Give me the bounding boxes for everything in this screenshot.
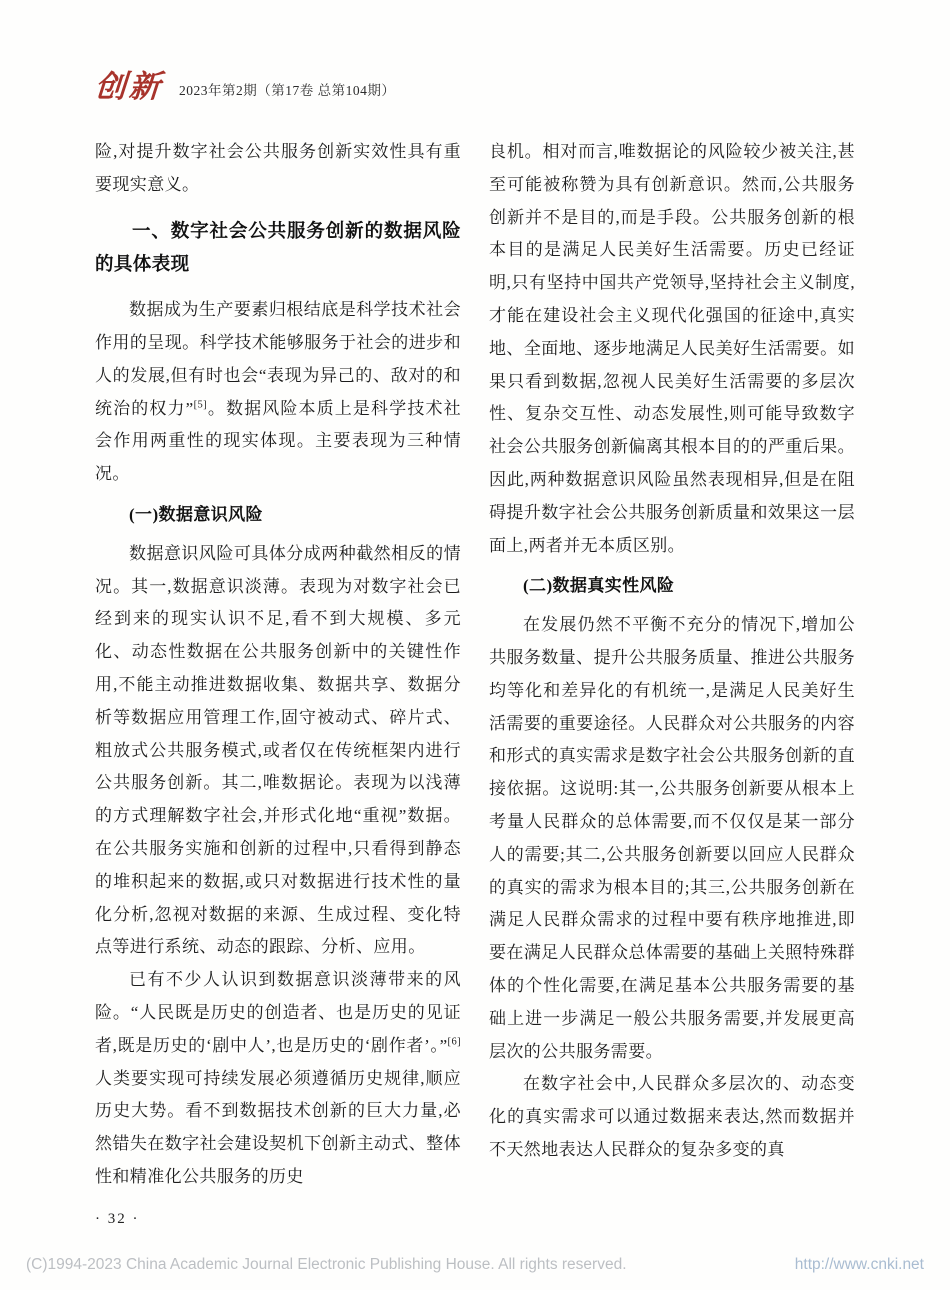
paragraph <box>95 294 461 491</box>
paragraph <box>95 964 461 1194</box>
left-column <box>95 136 461 1194</box>
paragraph-text: 。数据风险本质上是科学技术社会作用两重性的现实体现。主要表现为三种情况。 <box>95 398 461 484</box>
right-column <box>489 136 855 1194</box>
section-heading: 一、数字社会公共服务创新的数据风险的具体表现 <box>95 221 461 275</box>
cnki-link[interactable]: http://www.cnki.net <box>794 1256 924 1273</box>
paragraph-continuation: 良机。相对而言,唯数据论的风险较少被关注,甚至可能被称赞为具有创新意识。然而,公共服务创新并不是目的,而是手段。公共服务创新的根本目的是满足人民美好生活需要。历史已经证明,只有坚持中国共产党领导,坚持社会主义制度,才能在建设社会主义现代化强国的征途中,真实地、全面地、逐步地满足人民美好生活需要。如果只看到数据,忽视人民美好生活需要的多层次性、复杂交互性、动态发展性,则可能导致数字社会公共服务创新偏离其根本目的的严重后果。因此,两种数据意识风险虽然表现相异,但是在阻碍提升数字社会公共服务创新质量和效果这一层面上,两者并无本质区别。 <box>489 142 855 555</box>
paragraph: 在数字社会中,人民群众多层次的、动态变化的真实需求可以通过数据来表达,然而数据并不天然地表达人民群众的复杂多变的真 <box>489 1074 855 1159</box>
issue-info: 2023年第2期（第17卷 总第104期） <box>179 83 396 98</box>
paragraph-text: 已有不少人认识到数据意识淡薄带来的风险。“人民既是历史的创造者、也是历史的见证者,既是历史的‘剧中人’,也是历史的‘剧作者’。” <box>95 970 461 1055</box>
article-body <box>95 136 855 1194</box>
page-header <box>95 58 855 102</box>
subsection-heading-1: (一)数据意识风险 <box>129 504 263 524</box>
paragraph-text: 人类要实现可持续发展必须遵循历史规律,顺应历史大势。看不到数据技术创新的巨大力量,必然错失在数字社会建设契机下创新主动式、整体性和精准化公共服务的历史 <box>95 1068 461 1186</box>
paragraph: 数据意识风险可具体分成两种截然相反的情况。其一,数据意识淡薄。表现为对数字社会已经到来的现实认识不足,看不到大规模、多元化、动态性数据在公共服务创新中的关键性作用,不能主动推进数据收集、数据共享、数据分析等数据应用管理工作,固守被动式、碎片式、粗放式公共服务模式,或者仅在传统框架内进行公共服务创新。其二,唯数据论。表现为以浅薄的方式理解数字社会,并形式化地“重视”数据。在公共服务实施和创新的过程中,只看得到静态的堆积起来的数据,或只对数据进行技术性的量化分析,忽视对数据的来源、生成过程、变化特点等进行系统、动态的跟踪、分析、应用。 <box>95 543 461 957</box>
journal-logo: 创新 <box>93 69 165 104</box>
copyright-text: (C)1994-2023 China Academic Journal Electronic Publishing House. All rights reserved. <box>26 1256 627 1273</box>
subsection-heading-2: (二)数据真实性风险 <box>523 576 675 596</box>
paragraph: 在发展仍然不平衡不充分的情况下,增加公共服务数量、提升公共服务质量、推进公共服务均等化和差异化的有机统一,是满足人民美好生活需要的重要途径。人民群众对公共服务的内容和形式的真实需求是数字社会公共服务创新的直接依据。这说明:其一,公共服务创新要从根本上考量人民群众的总体需要,而不仅仅是某一部分人的需要;其二,公共服务创新要以回应人民群众的真实的需求为根本目的;其三,公共服务创新在满足人民群众需求的过程中要有秩序地推进,即要在满足人民群众总体需要的基础上关照特殊群体的个性化需要,在满足基本公共服务需要的基础上进一步满足一般公共服务需要,并发展更高层次的公共服务需要。 <box>489 615 855 1061</box>
citation-ref-5: [5] <box>193 398 208 410</box>
paragraph-continuation: 险,对提升数字社会公共服务创新实效性具有重要现实意义。 <box>95 142 461 194</box>
copyright-bar <box>0 1246 950 1284</box>
citation-ref-6: [6] <box>447 1036 461 1048</box>
page-number: · 32 · <box>95 1211 140 1227</box>
paragraph-text: 数据成为生产要素归根结底是科学技术社会作用的呈现。科学技术能够服务于社会的进步和人的发展,但有时也会“表现为异己的、敌对的和统治的权力” <box>95 300 461 418</box>
